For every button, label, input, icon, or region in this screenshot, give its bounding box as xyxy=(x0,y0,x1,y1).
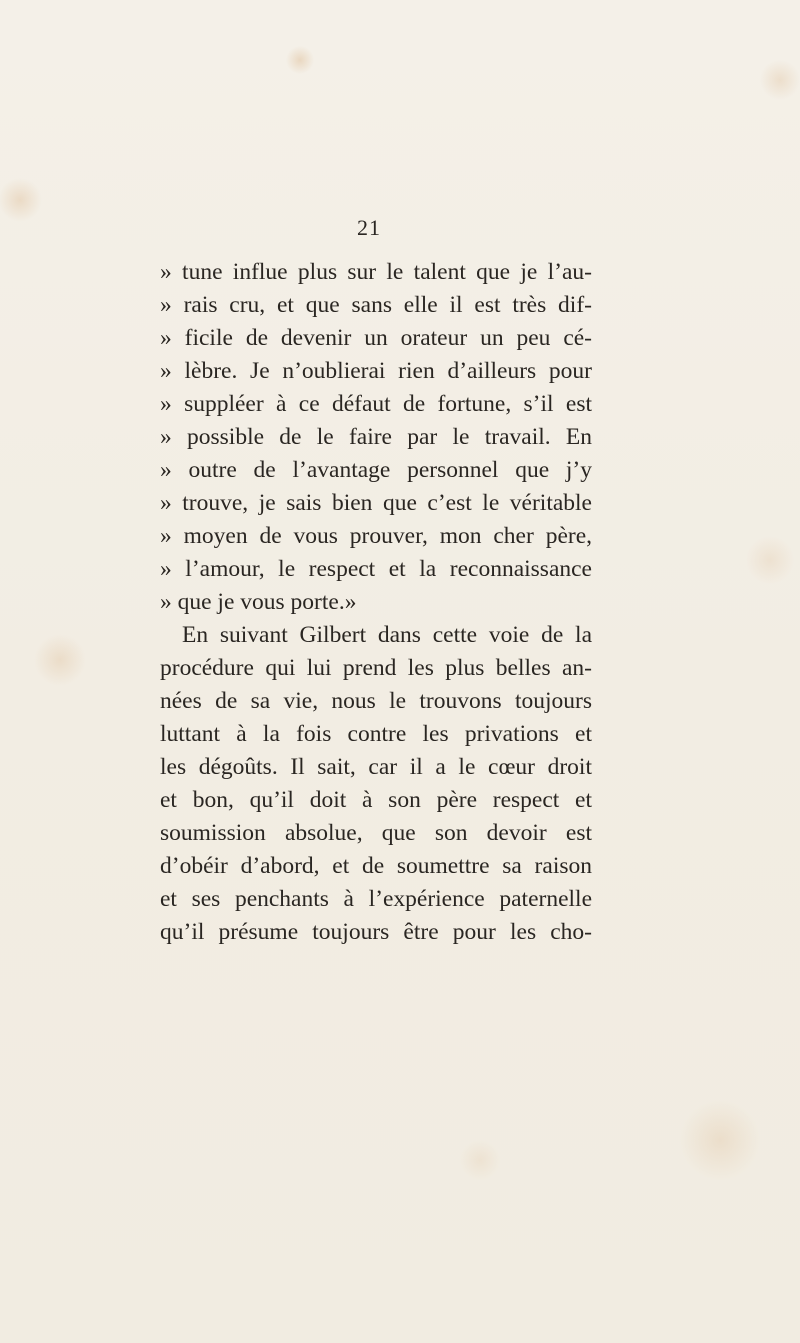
text-line: » moyen de vous prouver, mon cher père, xyxy=(160,523,592,549)
text-line: En suivant Gilbert dans cette voie de la xyxy=(182,622,592,648)
text-line: qu’il présume toujours être pour les cho- xyxy=(160,919,592,945)
text-line: » tune influe plus sur le talent que je l’au- xyxy=(160,259,592,285)
text-line: » ficile de devenir un orateur un peu cé- xyxy=(160,325,592,351)
page-number: 21 xyxy=(357,215,381,240)
text-line: d’obéir d’abord, et de soumettre sa raison xyxy=(160,853,592,879)
text-line: » suppléer à ce défaut de fortune, s’il est xyxy=(160,391,592,417)
text-line: soumission absolue, que son devoir est xyxy=(160,820,592,846)
text-line: et bon, qu’il doit à son père respect et xyxy=(160,787,592,813)
text-line: » lèbre. Je n’oublierai rien d’ailleurs pour xyxy=(160,358,592,384)
text-line: » rais cru, et que sans elle il est très dif- xyxy=(160,292,592,318)
text-line: luttant à la fois contre les privations et xyxy=(160,721,592,747)
text-line: » trouve, je sais bien que c’est le véritable xyxy=(160,490,592,516)
text-line: » outre de l’avantage personnel que j’y xyxy=(160,457,592,483)
text-line: les dégoûts. Il sait, car il a le cœur droit xyxy=(160,754,592,780)
text-line: » que je vous porte.» xyxy=(160,589,357,615)
text-line: » possible de le faire par le travail. En xyxy=(160,424,592,450)
text-line: » l’amour, le respect et la reconnaissance xyxy=(160,556,592,582)
body-text xyxy=(160,256,592,949)
text-line: et ses penchants à l’expérience paternelle xyxy=(160,886,592,912)
text-line: nées de sa vie, nous le trouvons toujours xyxy=(160,688,592,714)
text-line: procédure qui lui prend les plus belles an- xyxy=(160,655,592,681)
